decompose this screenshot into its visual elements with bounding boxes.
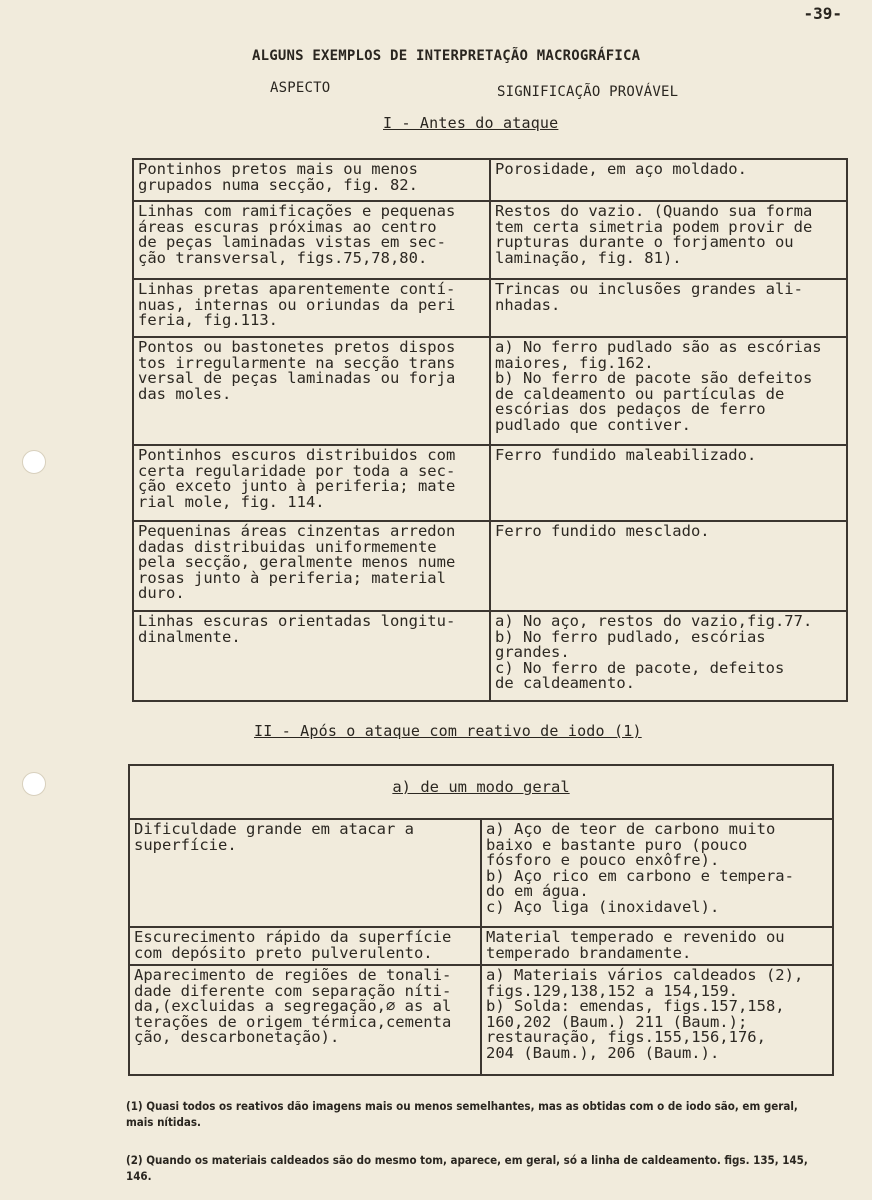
- aspect-cell: Pequeninas áreas cinzentas arredon dadas distribuidas uniformemente pela secção, geralmente menos nume rosas junto à periferia; material duro.: [133, 521, 490, 611]
- aspect-cell: Linhas com ramificações e pequenas áreas escuras próximas ao centro de peças laminadas vistas em sec- ção transversal, figs.75,78,80.: [133, 201, 490, 279]
- meaning-cell: a) Materiais vários caldeados (2), figs.129,138,152 a 154,159. b) Solda: emendas, figs.157,158, 160,202 (Baum.) 211 (Baum.); restauração, figs.155,156,176, 204 (Baum.), 206 (Baum.).: [481, 965, 833, 1075]
- table-row: [133, 611, 847, 701]
- footnote-1: (1) Quasi todos os reativos dão imagens mais ou menos semelhantes, mas as obtidas com o de iodo são, em geral, mais nítidas.: [126, 1099, 798, 1129]
- section1-title: I - Antes do ataque: [383, 114, 559, 132]
- aspect-cell: Pontinhos pretos mais ou menos grupados numa secção, fig. 82.: [133, 159, 490, 201]
- meaning-cell: a) Aço de teor de carbono muito baixo e bastante puro (pouco fósforo e pouco enxôfre). b) Aço rico em carbono e tempera- do em água. c) Aço liga (inoxidavel).: [481, 819, 833, 927]
- table-row: [129, 927, 833, 965]
- footnote-2: (2) Quando os materiais caldeados são do mesmo tom, aparece, em geral, só a linha de caldeamento. figs. 135, 145, 146.: [126, 1153, 808, 1183]
- table-row: [129, 819, 833, 927]
- table-row: [133, 279, 847, 337]
- meaning-cell: Ferro fundido mesclado.: [490, 521, 847, 611]
- table-row: [129, 965, 833, 1075]
- aspect-cell: Escurecimento rápido da superfície com depósito preto pulverulento.: [129, 927, 481, 965]
- column-header-aspect: ASPECTO: [270, 80, 331, 96]
- table-row: [133, 521, 847, 611]
- table-subheading-row: [129, 765, 833, 819]
- page-title: ALGUNS EXEMPLOS DE INTERPRETAÇÃO MACROGRÁFICA: [252, 48, 641, 64]
- page-number: -39-: [803, 4, 842, 23]
- table-row: [133, 201, 847, 279]
- column-header-meaning: SIGNIFICAÇÃO PROVÁVEL: [497, 84, 679, 100]
- binder-hole-top: [22, 450, 46, 474]
- aspect-cell: Linhas pretas aparentemente contí- nuas, internas ou oriundas da peri feria, fig.113.: [133, 279, 490, 337]
- meaning-cell: a) No ferro pudlado são as escórias maiores, fig.162. b) No ferro de pacote são defeitos de caldeamento ou partículas de escórias dos pedaços de ferro pudlado que contiver.: [490, 337, 847, 445]
- aspect-cell: Aparecimento de regiões de tonali- dade diferente com separação níti- da,(excluidas a segregação,∅ as al terações de origem térmica,cementa ção, descarbonetação).: [129, 965, 481, 1075]
- aspect-cell: Pontos ou bastonetes pretos dispos tos irregularmente na secção trans versal de peças laminadas ou forja das moles.: [133, 337, 490, 445]
- meaning-cell: Porosidade, em aço moldado.: [490, 159, 847, 201]
- subheading-text: a) de um modo geral: [392, 778, 570, 796]
- section1-table: [132, 158, 848, 702]
- table-row: [133, 445, 847, 521]
- section2-title: II - Após o ataque com reativo de iodo (1): [254, 722, 642, 740]
- meaning-cell: Material temperado e revenido ou temperado brandamente.: [481, 927, 833, 965]
- table-row: [133, 159, 847, 201]
- table-row: [133, 337, 847, 445]
- binder-hole-bottom: [22, 772, 46, 796]
- meaning-cell: Restos do vazio. (Quando sua forma tem certa simetria podem provir de rupturas durante o forjamento ou laminação, fig. 81).: [490, 201, 847, 279]
- meaning-cell: a) No aço, restos do vazio,fig.77. b) No ferro pudlado, escórias grandes. c) No ferro de pacote, defeitos de caldeamento.: [490, 611, 847, 701]
- meaning-cell: Trincas ou inclusões grandes ali- nhadas.: [490, 279, 847, 337]
- aspect-cell: Linhas escuras orientadas longitu- dinalmente.: [133, 611, 490, 701]
- subheading-cell: [129, 765, 833, 819]
- aspect-cell: Pontinhos escuros distribuidos com certa regularidade por toda a sec- ção exceto junto à periferia; mate rial mole, fig. 114.: [133, 445, 490, 521]
- section2-table: [128, 764, 834, 1076]
- meaning-cell: Ferro fundido maleabilizado.: [490, 445, 847, 521]
- aspect-cell: Dificuldade grande em atacar a superfície.: [129, 819, 481, 927]
